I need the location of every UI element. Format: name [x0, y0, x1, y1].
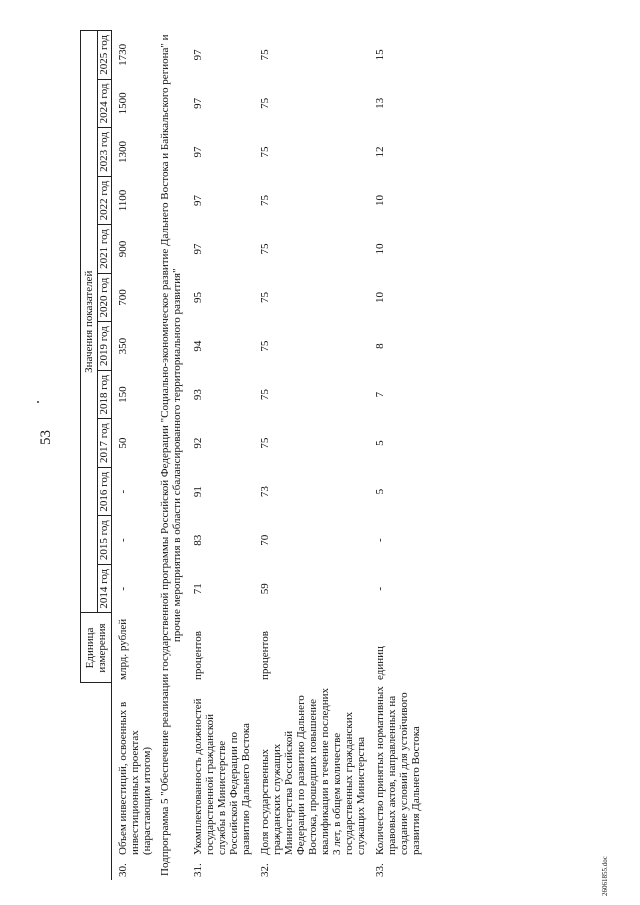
- table-row: [112, 31, 156, 881]
- year-header: 2017 год: [98, 419, 112, 468]
- value-cell: 92: [192, 437, 204, 449]
- table-row: [369, 31, 424, 881]
- unit-header: Единица измерения: [81, 613, 112, 683]
- value-cell: 75: [259, 243, 271, 255]
- value-cell: 12: [374, 146, 386, 158]
- value-cell: 15: [374, 49, 386, 61]
- page-number: 53: [38, 430, 54, 445]
- subprogram-title: Подпрограмма 5 "Обеспечение реализации государственной программы Российской Федерации "Социально-экономическое развитие Дальнего Востока и Байкальского региона" и прочие мероприятия в области сбалансированного территориального развития": [159, 34, 183, 876]
- value-cell: 95: [192, 292, 204, 304]
- year-header: 2019 год: [98, 322, 112, 371]
- year-header: 2014 год: [98, 564, 112, 613]
- value-cell: 1730: [117, 43, 129, 66]
- unit-cell: процентов: [259, 631, 271, 680]
- unit-cell: единиц: [374, 646, 386, 680]
- value-cell: 900: [117, 240, 129, 258]
- value-cell: 97: [192, 243, 204, 255]
- value-cell: 97: [192, 146, 204, 158]
- table-body: [112, 31, 425, 881]
- value-cell: 94: [192, 340, 204, 352]
- value-cell: 1500: [117, 92, 129, 115]
- year-header: 2024 год: [98, 79, 112, 128]
- value-cell: 93: [192, 389, 204, 401]
- rotated-table-page: [80, 30, 640, 880]
- value-cell: 97: [192, 194, 204, 206]
- value-cell: 70: [259, 534, 271, 546]
- year-header: 2020 год: [98, 273, 112, 322]
- indicator-name: Объем инвестиций, освоенных в инвестиционных проектах (нарастающим итогом): [117, 701, 153, 855]
- table-row: [254, 31, 369, 881]
- value-cell: -: [374, 538, 386, 543]
- document-code: 26061855.doc: [601, 856, 609, 896]
- value-cell: 50: [117, 437, 129, 449]
- value-cell: 150: [117, 386, 129, 403]
- year-header: 2023 год: [98, 128, 112, 177]
- row-number: 31.: [192, 863, 204, 877]
- value-cell: 75: [259, 194, 271, 206]
- year-header: 2016 год: [98, 467, 112, 516]
- value-cell: 83: [192, 534, 204, 546]
- value-cell: 97: [192, 49, 204, 61]
- value-cell: 10: [374, 243, 386, 255]
- year-header: 2021 год: [98, 225, 112, 274]
- value-cell: -: [117, 538, 129, 543]
- value-cell: 5: [374, 440, 386, 446]
- value-cell: -: [374, 586, 386, 591]
- value-cell: 1300: [117, 140, 129, 163]
- year-header: 2018 год: [98, 370, 112, 419]
- value-cell: 75: [259, 292, 271, 304]
- header-blank: [81, 683, 112, 880]
- value-cell: 71: [192, 583, 204, 595]
- value-cell: 97: [192, 97, 204, 109]
- value-cell: 59: [259, 583, 271, 595]
- value-cell: 350: [117, 337, 129, 355]
- value-cell: 75: [259, 437, 271, 449]
- value-cell: 75: [259, 146, 271, 158]
- value-cell: 73: [259, 486, 271, 498]
- value-cell: -: [117, 586, 129, 591]
- value-cell: 91: [192, 486, 204, 498]
- indicator-name: Укомплектованность должностей государственной гражданской службы в Министерстве Российской Федерации по развитию Дальнего Востока: [192, 698, 252, 855]
- value-cell: -: [117, 489, 129, 494]
- value-cell: 13: [374, 97, 386, 109]
- value-cell: 75: [259, 97, 271, 109]
- year-header: 2025 год: [98, 31, 112, 80]
- row-number: 30.: [117, 863, 129, 877]
- values-header: Значения показателей: [81, 31, 98, 614]
- year-header: 2015 год: [98, 516, 112, 565]
- value-cell: 5: [374, 488, 386, 495]
- indicators-table: [80, 30, 424, 880]
- scan-dot: [37, 401, 39, 403]
- value-cell: 75: [259, 49, 271, 61]
- value-cell: 7: [374, 391, 386, 398]
- table-row: [187, 31, 254, 881]
- value-cell: 700: [117, 289, 129, 306]
- unit-cell: процентов: [192, 631, 204, 680]
- value-cell: 8: [374, 343, 386, 349]
- year-header: 2022 год: [98, 176, 112, 225]
- indicator-name: Доля государственных гражданских служащих Министерства Российской Федерации по развитию Дальнего Востока, прошедших повышение квалификации в течение последних 3 лет, в общем количестве государственных гражданских служащих Министерства: [259, 687, 367, 855]
- unit-cell: млрд. рублей: [117, 618, 129, 680]
- value-cell: 75: [259, 340, 271, 352]
- row-number: 32.: [259, 863, 271, 877]
- row-number: 33.: [374, 863, 386, 877]
- indicator-name: Количество принятых нормативных правовых актов, направленных на создание условий для устойчивого развития Дальнего Востока: [374, 686, 422, 855]
- value-cell: 10: [374, 292, 386, 304]
- value-cell: 1100: [117, 189, 129, 212]
- value-cell: 10: [374, 194, 386, 206]
- subprogram-row: [155, 31, 187, 881]
- value-cell: 75: [259, 389, 271, 401]
